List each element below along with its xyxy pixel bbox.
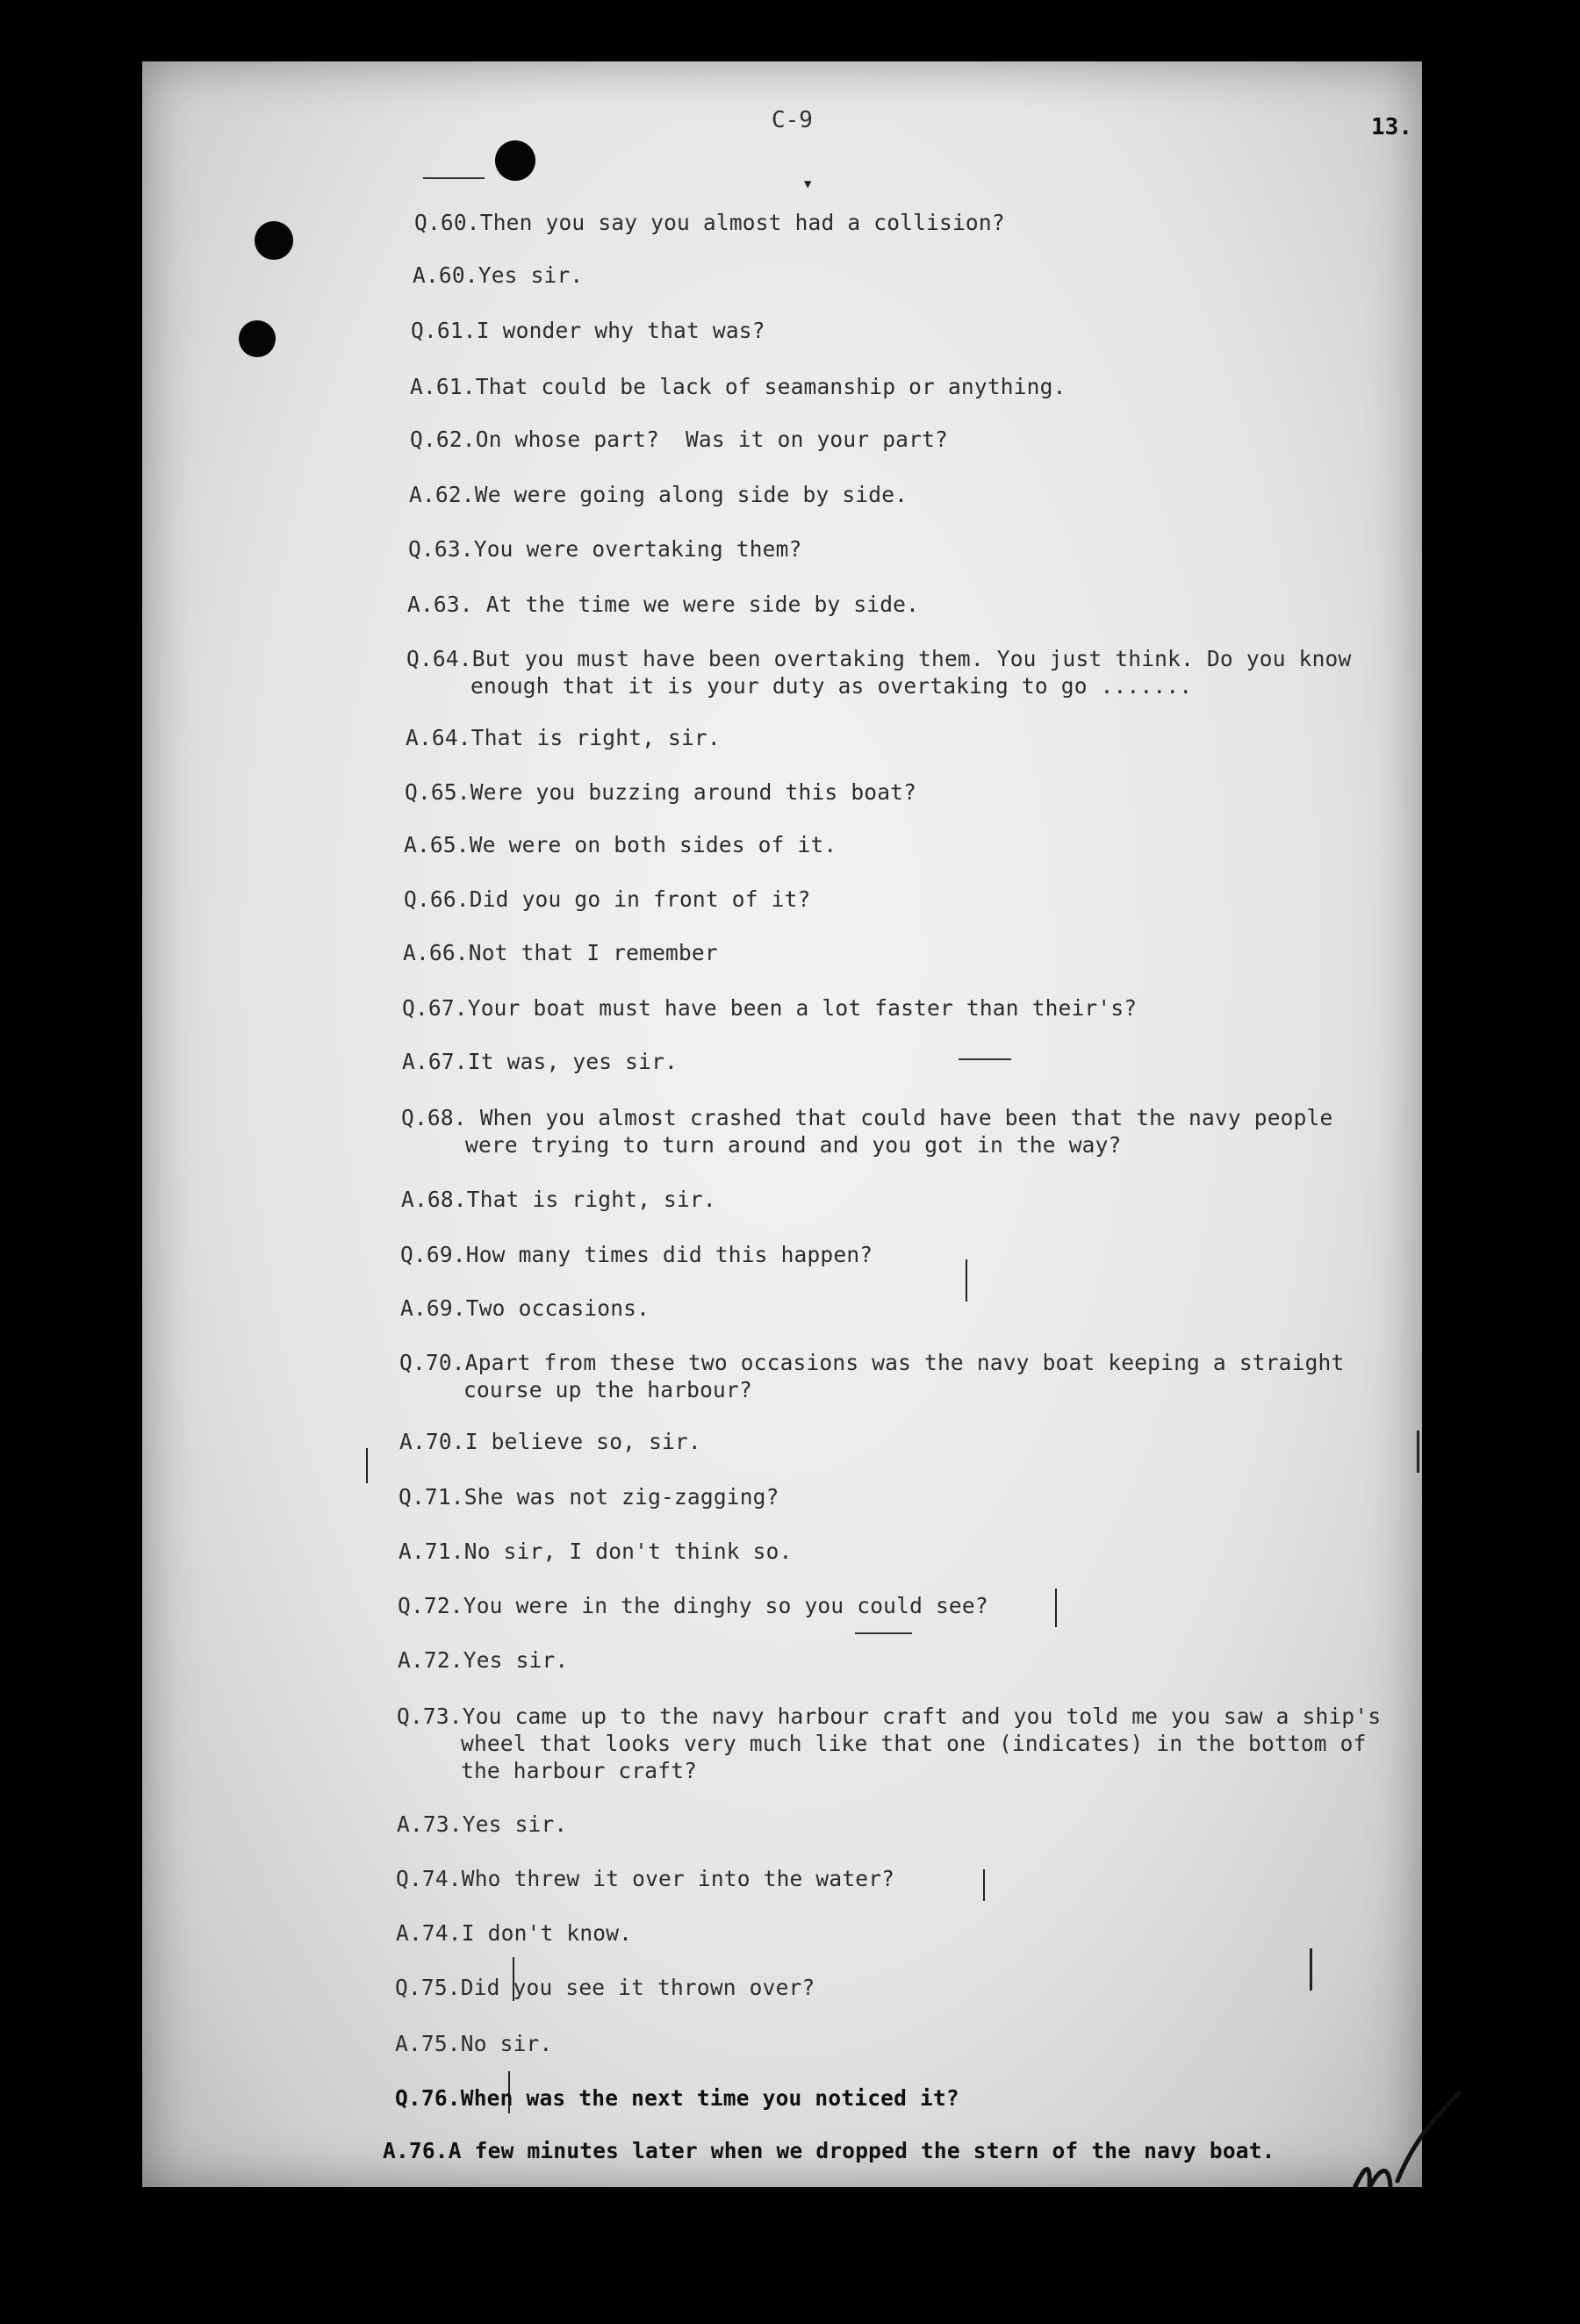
entry-q73: Q.73.You came up to the navy harbour craft and you told me you saw a ship's wheel that looks very much like that one (indicates) in the bottom of the harbour craft? [397, 1704, 1382, 1783]
underline-mark [855, 1632, 912, 1634]
entry-a65: A.65.We were on both sides of it. [404, 832, 837, 857]
header-rule [423, 177, 485, 179]
entry-q61: Q.61.I wonder why that was? [411, 318, 765, 343]
entry-q72: Q.72.You were in the dinghy so you could see? [398, 1593, 988, 1618]
entry-q75: Q.75.Did you see it thrown over? [395, 1975, 815, 2000]
header-dot: ▼ [804, 177, 812, 191]
margin-mark [366, 1448, 368, 1483]
entry-a64: A.64.That is right, sir. [406, 725, 721, 750]
margin-mark [983, 1869, 985, 1901]
entry-a73: A.73.Yes sir. [397, 1811, 568, 1837]
entry-q68: Q.68. When you almost crashed that could have been that the navy people were trying to turn around and you got in the way? [401, 1105, 1333, 1158]
entry-a69: A.69.Two occasions. [400, 1295, 650, 1321]
entry-q64: Q.64.But you must have been overtaking them. You just think. Do you know enough that it is your duty as overtaking to go ....... [406, 646, 1352, 699]
punch-hole-lower [239, 320, 276, 357]
entry-q60: Q.60.Then you say you almost had a collision? [414, 210, 1005, 235]
entry-a75: A.75.No sir. [395, 2031, 553, 2056]
underline-mark [959, 1058, 1011, 1060]
entry-q74: Q.74.Who threw it over into the water? [396, 1866, 895, 1891]
entry-q66: Q.66.Did you go in front of it? [404, 886, 811, 912]
entry-a60: A.60.Yes sir. [413, 262, 584, 288]
entry-a68: A.68.That is right, sir. [401, 1187, 716, 1212]
entry-a63: A.63. At the time we were side by side. [407, 592, 920, 617]
margin-mark [1310, 1948, 1312, 1990]
page-number: 13 . [1371, 114, 1412, 140]
entry-a67: A.67.It was, yes sir. [402, 1049, 678, 1074]
entry-q63: Q.63.You were overtaking them? [408, 536, 802, 562]
entry-a72: A.72.Yes sir. [398, 1647, 569, 1673]
entry-q70: Q.70.Apart from these two occasions was the navy boat keeping a straight course up the harbour? [399, 1350, 1345, 1402]
margin-mark [1417, 1431, 1419, 1473]
entry-q76: Q.76.When was the next time you noticed it? [395, 2085, 959, 2111]
entry-a66: A.66.Not that I remember [403, 940, 718, 965]
margin-mark [1055, 1589, 1057, 1627]
entry-a74: A.74.I don't know. [396, 1920, 633, 1946]
header-reference: C-9 [772, 107, 813, 133]
punch-hole-top [495, 140, 535, 181]
margin-mark [966, 1259, 967, 1302]
entry-a71: A.71.No sir, I don't think so. [399, 1539, 793, 1564]
entry-q67: Q.67.Your boat must have been a lot faster than their's? [402, 995, 1138, 1021]
entry-q62: Q.62.On whose part? Was it on your part? [410, 427, 948, 452]
handwritten-initials [1336, 2084, 1468, 2207]
entry-a61: A.61.That could be lack of seamanship or anything. [410, 374, 1066, 399]
punch-hole-middle [255, 221, 293, 260]
entry-a70: A.70.I believe so, sir. [399, 1429, 701, 1454]
entry-q71: Q.71.She was not zig-zagging? [399, 1484, 779, 1510]
entry-a76: A.76.A few minutes later when we dropped the stern of the navy boat. [383, 2138, 1275, 2163]
entry-a62: A.62.We were going along side by side. [409, 482, 908, 507]
entry-q65: Q.65.Were you buzzing around this boat? [405, 779, 917, 805]
entry-q69: Q.69.How many times did this happen? [400, 1242, 873, 1267]
document-page [142, 61, 1422, 2187]
